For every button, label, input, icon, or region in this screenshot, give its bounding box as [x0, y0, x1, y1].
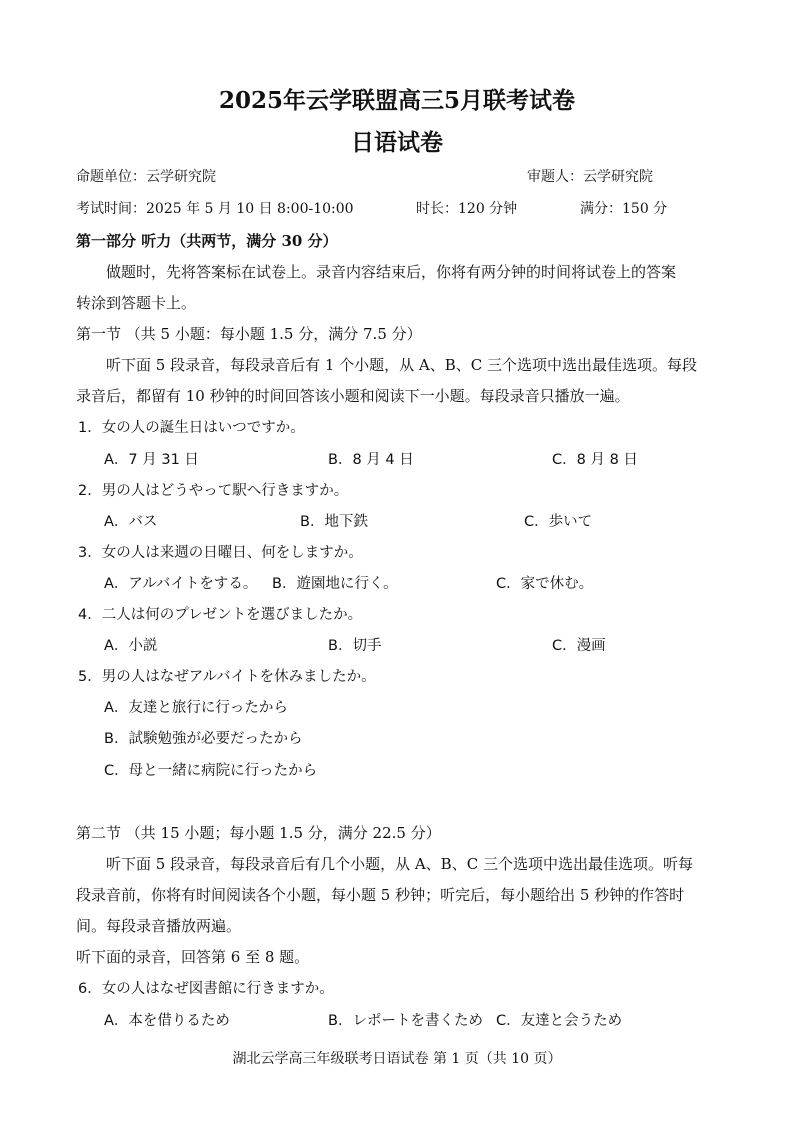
section2-instr-line1: 听下面 5 段录音，每段录音后有几个小题，从 A、B、C 三个选项中选出最佳选项。听每	[106, 855, 693, 873]
question-2-stem: 2．男の人はどうやって駅へ行きますか。	[78, 483, 349, 499]
question-1-option-c: C．8 月 8 日	[552, 452, 638, 468]
question-5-option-a: A．友達と旅行に行ったから	[104, 700, 288, 716]
question-3-stem: 3．女の人は来週の日曜日、何をしますか。	[78, 545, 363, 561]
section1-heading: 第一节 （共 5 小题：每小题 1.5 分，满分 7.5 分）	[76, 325, 422, 343]
question-6-stem: 6．女の人はなぜ図書館に行きますか。	[78, 981, 334, 997]
question-4-option-c: C．漫画	[552, 638, 606, 654]
question-6-option-b: B．レポートを書くため	[328, 1013, 483, 1029]
question-5-option-b: B．試験勉強が必要だったから	[104, 731, 303, 747]
part1-intro-line2: 转涂到答题卡上。	[76, 294, 197, 312]
question-2-option-b: B．地下鉄	[300, 514, 368, 530]
full-score: 满分：150 分	[580, 201, 668, 217]
question-2-option-a: A．バス	[104, 514, 158, 530]
question-5-option-c: C．母と一緒に病院に行ったから	[104, 763, 318, 779]
question-2-option-c: C．歩いて	[524, 514, 593, 530]
section2-instr-line3: 间。每段录音播放两遍。	[76, 917, 242, 935]
exam-duration: 时长：120 分钟	[416, 201, 518, 217]
reviewer: 审题人：云学研究院	[527, 169, 653, 185]
question-6-option-c: C．友達と会うため	[496, 1013, 623, 1029]
exam-subtitle: 日语试卷	[351, 129, 443, 156]
question-6-option-a: A．本を借りるため	[104, 1013, 230, 1029]
question-4-option-a: A．小説	[104, 638, 158, 654]
exam-title: 2025年云学联盟高三5月联考试卷	[218, 87, 576, 114]
section2-instr-line2: 段录音前，你将有时间阅读各个小题，每小题 5 秒钟；听完后，每小题给出 5 秒钟的作答时	[76, 886, 685, 904]
question-3-option-b: B．遊園地に行く。	[272, 576, 398, 592]
section1-instr-line2: 录音后，都留有 10 秒钟的时间回答该小题和阅读下一小题。每段录音只播放一遍。	[76, 387, 630, 405]
question-4-stem: 4．二人は何のプレゼントを選びましたか。	[78, 607, 363, 623]
question-1-option-b: B．8 月 4 日	[328, 452, 414, 468]
question-4-option-b: B．切手	[328, 638, 382, 654]
section1-instr-line1: 听下面 5 段录音，每段录音后有 1 个小题，从 A、B、C 三个选项中选出最佳选项。每段	[106, 356, 698, 374]
exam-time: 考试时间：2025 年 5 月 10 日 8:00-10:00	[76, 201, 354, 217]
question-3-option-a: A．アルバイトをする。	[104, 576, 258, 592]
section2-heading: 第二节 （共 15 小题；每小题 1.5 分，满分 22.5 分）	[76, 824, 441, 842]
question-1-option-a: A．7 月 31 日	[104, 452, 199, 468]
question-1-stem: 1．女の人の誕生日はいつですか。	[78, 420, 305, 436]
section2-group-intro: 听下面的录音，回答第 6 至 8 题。	[76, 948, 310, 966]
question-3-option-c: C．家で休む。	[496, 576, 594, 592]
part1-heading: 第一部分 听力（共两节，满分 30 分）	[76, 232, 338, 250]
question-5-stem: 5．男の人はなぜアルバイトを休みましたか。	[78, 669, 376, 685]
part1-intro-line1: 做题时，先将答案标在试卷上。录音内容结束后，你将有两分钟的时间将试卷上的答案	[106, 263, 677, 281]
page-footer: 湖北云学高三年级联考日语试卷 第 1 页（共 10 页）	[232, 1051, 562, 1067]
author-unit: 命题单位：云学研究院	[76, 169, 216, 185]
